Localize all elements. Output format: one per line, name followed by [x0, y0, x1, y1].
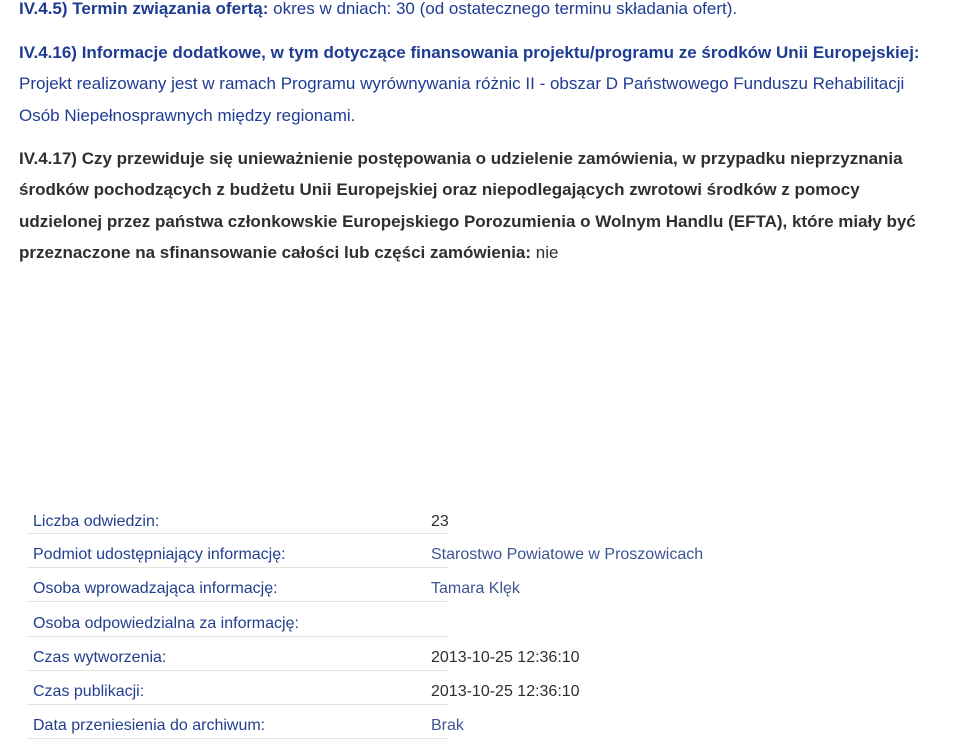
metadata-value: Brak — [431, 717, 464, 734]
section-additional-info — [19, 37, 944, 131]
metadata-divider — [27, 636, 449, 637]
metadata-label: Podmiot udostępniający informację: — [33, 546, 286, 563]
metadata-label: Osoba wprowadzająca informację: — [33, 580, 278, 597]
metadata-divider — [27, 567, 449, 568]
metadata-value: 23 — [431, 513, 449, 530]
metadata-divider — [27, 601, 449, 602]
metadata-label: Data przeniesienia do archiwum: — [33, 717, 266, 734]
metadata-divider — [27, 704, 449, 705]
section-offer-validity-label: IV.4.5) Termin związania ofertą: — [19, 0, 269, 18]
section-cancellation-value: nie — [531, 242, 559, 262]
section-cancellation — [19, 143, 944, 268]
section-cancellation-label: IV.4.17) Czy przewiduje się unieważnienie postępowania o udzielenie zamówienia, w przypadku nieprzyznania środków pochodzących z budżetu Unii Europejskiej oraz niepodlegających zwrotowi środków z pomocy udzielonej przez państwa członkowskie Europejskiego Porozumienia o Wolnym Handlu (EFTA), które miały być przeznaczone na sfinansowanie całości lub części zamówienia: — [19, 149, 916, 262]
metadata-value: 2013-10-25 12:36:10 — [431, 683, 580, 700]
metadata-label: Czas wytworzenia: — [33, 649, 167, 666]
section-offer-validity — [19, 0, 944, 24]
metadata-divider — [27, 738, 449, 739]
section-offer-validity-value: okres w dniach: 30 (od ostatecznego terminu składania ofert). — [268, 0, 738, 18]
metadata-label: Czas publikacji: — [33, 683, 145, 700]
metadata-divider — [27, 670, 449, 671]
section-additional-info-label: IV.4.16) Informacje dodatkowe, w tym dotyczące finansowania projektu/programu ze środków Unii Europejskiej: — [19, 43, 920, 62]
metadata-divider — [27, 533, 449, 534]
section-additional-info-value: Projekt realizowany jest w ramach Programu wyrównywania różnic II - obszar D Państwowego Funduszu Rehabilitacji Osób Niepełnosprawnych między regionami. — [19, 74, 905, 125]
metadata-value: Tamara Klęk — [431, 580, 520, 597]
metadata-value: Starostwo Powiatowe w Proszowicach — [431, 546, 704, 563]
metadata-value: 2013-10-25 12:36:10 — [431, 649, 580, 666]
metadata-label: Liczba odwiedzin: — [33, 513, 160, 530]
metadata-label: Osoba odpowiedzialna za informację: — [33, 615, 299, 632]
